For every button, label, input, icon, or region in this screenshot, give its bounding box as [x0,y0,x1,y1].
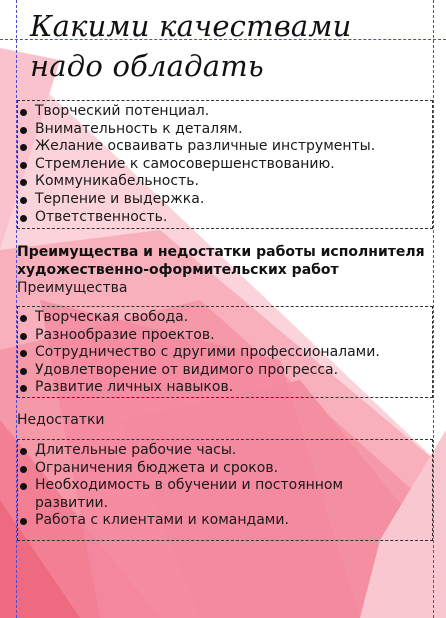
list-item: Необходимость в обучении и постоянном развитии. [18,477,372,512]
qualities-list [18,103,432,226]
list-item: Желание осваивать различные инструменты. [18,138,432,156]
guide-line-top [0,39,446,40]
list-item: Длительные рабочие часы. [18,442,372,460]
advantages-list [18,309,432,397]
title-line-1: Какими качествами [30,9,352,43]
section-heading: Преимущества и недостатки работы исполнителя художественно-оформительских работ [17,244,425,278]
list-item: Терпение и выдержка. [18,191,432,209]
list-item: Внимательность к деталям. [18,121,432,139]
disadvantages-list-box [17,439,433,541]
list-item: Творческий потенциал. [18,103,432,121]
list-item: Ограничения бюджета и сроков. [18,460,372,478]
list-item: Работа с клиентами и командами. [18,512,372,530]
list-item: Разнообразие проектов. [18,327,432,345]
guide-line-right [433,0,434,618]
advantages-list-box [17,306,433,398]
qualities-list-box [17,100,433,229]
disadvantages-label: Недостатки [17,412,105,428]
list-item: Ответственность. [18,209,432,227]
list-item: Коммуникабельность. [18,173,432,191]
disadvantages-list [18,442,372,530]
list-item: Творческая свобода. [18,309,432,327]
title-line-2: надо обладать [30,49,264,83]
list-item: Стремление к самосовершенствованию. [18,156,432,174]
page-title [30,6,352,86]
advantages-label: Преимущества [17,280,128,296]
guide-line-left [16,0,17,618]
list-item: Удовлетворение от видимого прогресса. [18,362,432,380]
list-item: Сотрудничество с другими профессионалами. [18,344,432,362]
list-item: Развитие личных навыков. [18,379,432,397]
